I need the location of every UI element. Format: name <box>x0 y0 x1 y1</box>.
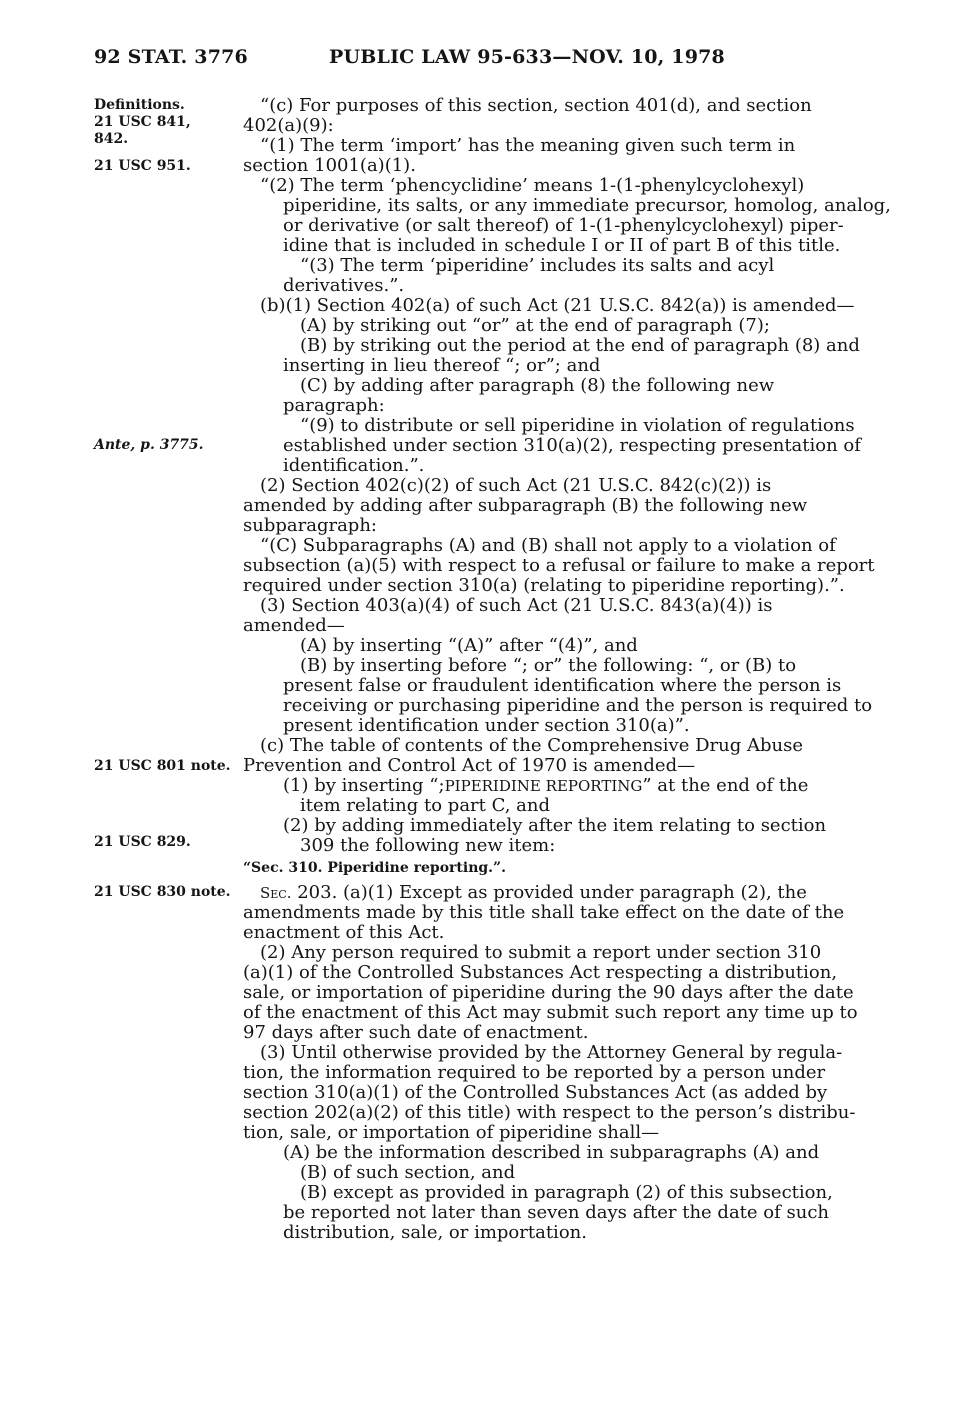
text-line: receiving or purchasing piperidine and the person is required to <box>283 695 873 716</box>
margin-note: 21 USC 841, <box>94 114 191 130</box>
text-line: (b)(1) Section 402(a) of such Act (21 U.S.C. 842(a)) is amended— <box>260 295 855 316</box>
text-line: 309 the following new item: <box>300 835 556 856</box>
text-line: established under section 310(a)(2), respecting presentation of <box>283 435 861 456</box>
text-line: section 1001(a)(1). <box>243 155 416 176</box>
section-label: Sec. <box>260 884 292 902</box>
text-line: subparagraph: <box>243 515 377 536</box>
text-line: inserting in lieu thereof “; or”; and <box>283 355 601 376</box>
text-line: “(1) The term ‘import’ has the meaning given such term in <box>260 135 796 156</box>
law-title: PUBLIC LAW 95-633—NOV. 10, 1978 <box>329 46 725 68</box>
text-line: (B) of such section, and <box>300 1162 516 1183</box>
text-line: amendments made by this title shall take effect on the date of the <box>243 902 845 923</box>
margin-note: 21 USC 951. <box>94 158 191 174</box>
text-line: “(2) The term ‘phencyclidine’ means 1-(1-phenylcyclohexyl) <box>260 175 805 196</box>
text-line: (A) be the information described in subparagraphs (A) and <box>283 1142 820 1163</box>
text-line: of the enactment of this Act may submit such report any time up to <box>243 1002 858 1023</box>
text-line: (a)(1) of the Controlled Substances Act respecting a distribution, <box>243 962 838 983</box>
margin-note: Definitions. <box>94 97 185 113</box>
text-line: tion, the information required to be reported by a person under <box>243 1062 826 1083</box>
text-line: (B) except as provided in paragraph (2) of this subsection, <box>300 1182 833 1203</box>
text-line: idine that is included in schedule I or II of part B of this title. <box>283 235 841 256</box>
text-line: enactment of this Act. <box>243 922 445 943</box>
text-line: (B) by striking out the period at the end of paragraph (8) and <box>300 335 860 356</box>
text-line: (A) by inserting “(A)” after “(4)”, and <box>300 635 638 656</box>
text-line: (C) by adding after paragraph (8) the following new <box>300 375 775 396</box>
text-line: “(C) Subparagraphs (A) and (B) shall not apply to a violation of <box>260 535 836 556</box>
text-line: section 310(a)(1) of the Controlled Substances Act (as added by <box>243 1082 828 1103</box>
text-line: “(c) For purposes of this section, section 401(d), and section <box>260 95 812 116</box>
text-line: subsection (a)(5) with respect to a refusal or failure to make a report <box>243 555 875 576</box>
text-line: derivatives.”. <box>283 275 405 296</box>
text-line: piperidine, its salts, or any immediate precursor, homolog, analog, <box>283 195 891 216</box>
text-line: required under section 310(a) (relating to piperidine reporting).”. <box>243 575 845 596</box>
text-line: identification.”. <box>283 455 425 476</box>
text-line: (2) by adding immediately after the item relating to section <box>283 815 827 836</box>
text-line: Prevention and Control Act of 1970 is amended— <box>243 755 696 776</box>
text-line: section 202(a)(2) of this title) with respect to the person’s distribu- <box>243 1102 856 1123</box>
text-line <box>260 883 807 903</box>
text-fragment: ” at the end of the <box>642 775 809 796</box>
table-item: “Sec. 310. Piperidine reporting.”. <box>243 860 506 876</box>
text-line: or derivative (or salt thereof) of 1-(1-phenylcyclohexyl) piper- <box>283 215 844 236</box>
margin-note: 842. <box>94 131 129 147</box>
text-line: (2) Section 402(c)(2) of such Act (21 U.S.C. 842(c)(2)) is <box>260 475 772 496</box>
text-line: paragraph: <box>283 395 385 416</box>
text-line: (c) The table of contents of the Comprehensive Drug Abuse <box>260 735 803 756</box>
text-line: sale, or importation of piperidine during the 90 days after the date <box>243 982 854 1003</box>
text-line: (2) Any person required to submit a report under section 310 <box>260 942 822 963</box>
text-line: be reported not later than seven days after the date of such <box>283 1202 830 1223</box>
text-line: present identification under section 310(a)”. <box>283 715 690 736</box>
text-line: tion, sale, or importation of piperidine shall— <box>243 1122 660 1143</box>
text-line: 97 days after such date of enactment. <box>243 1022 589 1043</box>
text-line: (3) Until otherwise provided by the Attorney General by regula- <box>260 1042 843 1063</box>
text-line <box>283 776 808 796</box>
text-fragment: (1) by inserting “; <box>283 775 445 796</box>
text-line: (B) by inserting before “; or” the following: “, or (B) to <box>300 655 797 676</box>
text-line: (3) Section 403(a)(4) of such Act (21 U.S.C. 843(a)(4)) is <box>260 595 773 616</box>
text-fragment: 203. (a)(1) Except as provided under paragraph (2), the <box>291 882 807 903</box>
margin-note: Ante, p. 3775. <box>94 437 204 453</box>
text-line: 402(a)(9): <box>243 115 334 136</box>
page-stat-number: 92 STAT. 3776 <box>94 46 248 68</box>
small-caps-term: PIPERIDINE REPORTING <box>444 777 643 795</box>
text-line: distribution, sale, or importation. <box>283 1222 587 1243</box>
text-line: amended— <box>243 615 345 636</box>
margin-note: 21 USC 801 note. <box>94 758 231 774</box>
margin-note: 21 USC 830 note. <box>94 884 231 900</box>
text-line: “(9) to distribute or sell piperidine in violation of regulations <box>300 415 855 436</box>
margin-note: 21 USC 829. <box>94 834 191 850</box>
text-line: item relating to part C, and <box>300 795 551 816</box>
text-line: present false or fraudulent identification where the person is <box>283 675 842 696</box>
text-line: amended by adding after subparagraph (B) the following new <box>243 495 808 516</box>
text-line: “(3) The term ‘piperidine’ includes its salts and acyl <box>300 255 775 276</box>
text-line: (A) by striking out “or” at the end of paragraph (7); <box>300 315 770 336</box>
